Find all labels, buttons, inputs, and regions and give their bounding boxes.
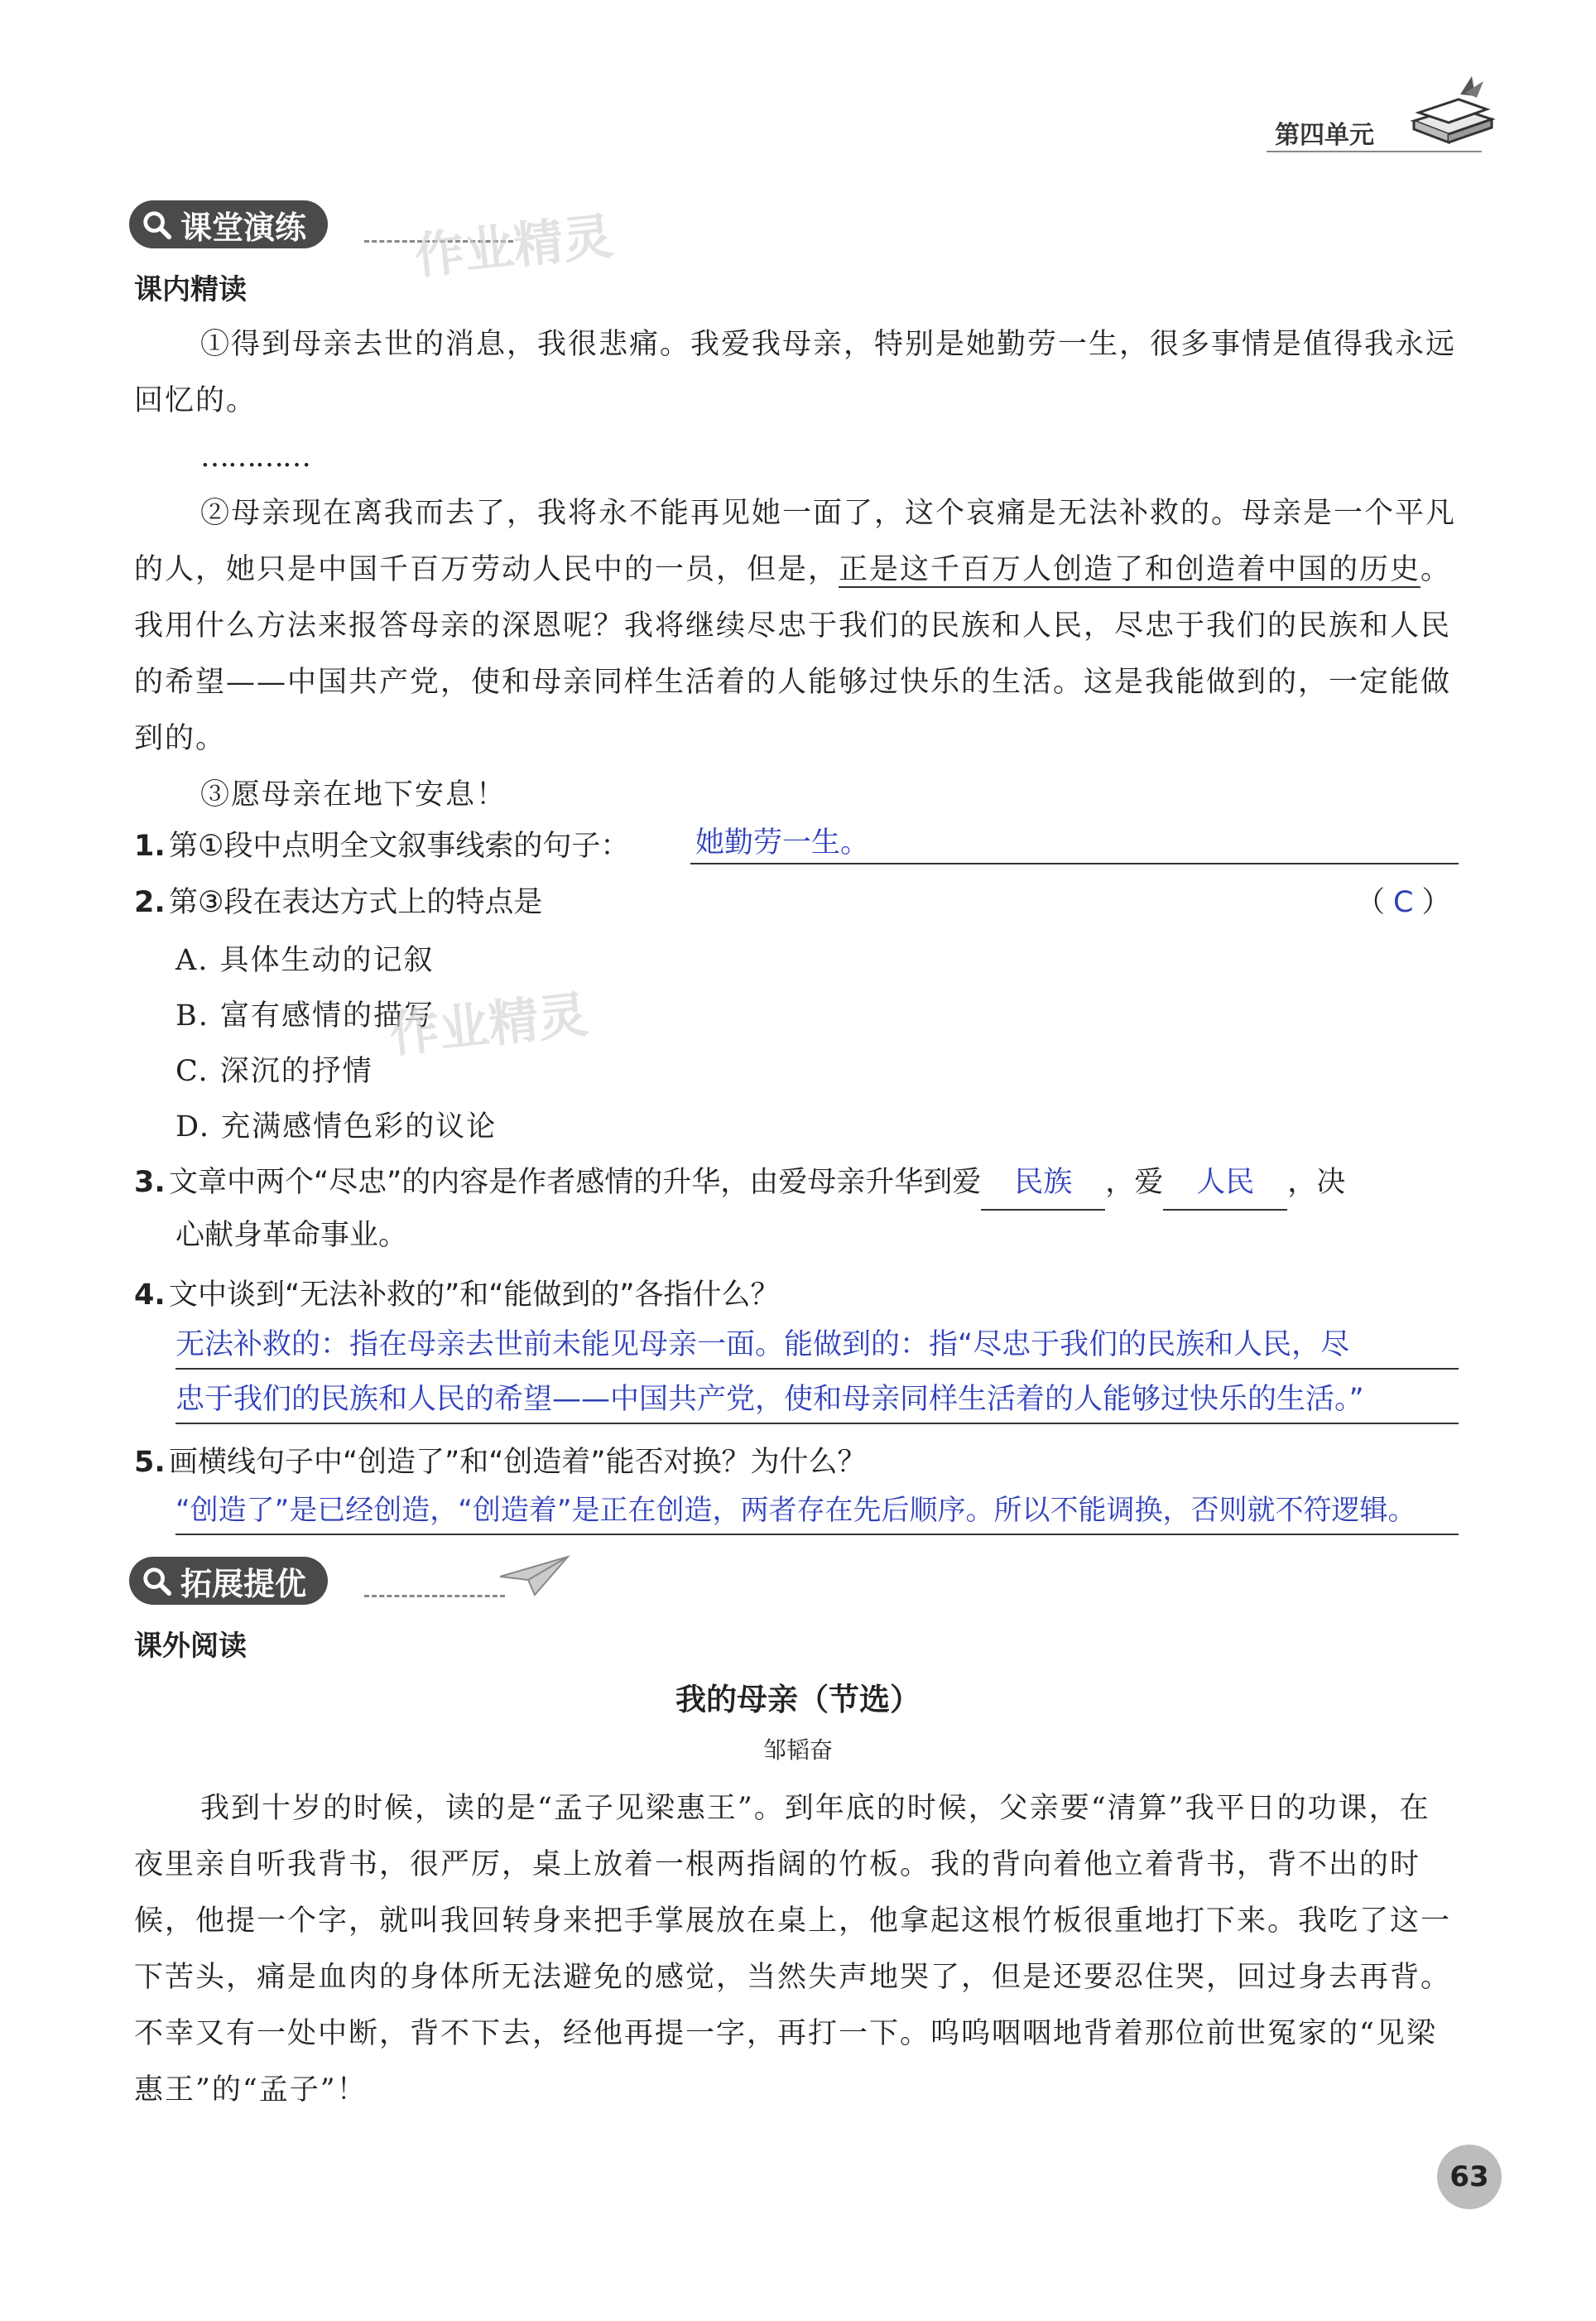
question-number: 1. — [134, 830, 166, 863]
book-stack-icon — [1407, 71, 1498, 146]
question-number: 2. — [134, 886, 166, 919]
subhead-extra-reading: 课外阅读 — [134, 1630, 247, 1663]
section-banner-practice — [129, 200, 328, 248]
question-5 — [134, 1436, 1459, 1489]
q4-answer-line-2: 忠于我们的民族和人民的希望——中国共产党，使和母亲同样生活着的人能够过快乐的生活。” — [175, 1376, 1459, 1424]
question-3 — [134, 1156, 1459, 1211]
underlined-sentence: 正是这千百万人创造了和创造着中国的历史 — [839, 553, 1421, 586]
magnifier-icon — [141, 209, 172, 240]
paragraph-1: ①得到母亲去世的消息，我很悲痛。我爱我母亲，特别是她勤劳一生，很多事情是值得我永远回忆的。 — [134, 328, 1457, 417]
paragraph-2 — [134, 485, 1459, 767]
q1-answer: 她勤劳一生。 — [695, 826, 870, 860]
paragraph-2-part-a: ②母亲现在离我而去了，我将永不能再见她一面了，这个哀痛是无法补救的。母亲是一个平凡的人，她只是中国千百万劳动人民中的一员，但是， — [134, 497, 1457, 586]
paren-open: （ — [1356, 886, 1386, 919]
unit-label: 第四单元 — [1275, 121, 1374, 150]
paper-plane-icon — [497, 1552, 571, 1601]
question-text: 第①段中点明全文叙事线索的句子： — [169, 830, 630, 863]
header-rule — [1267, 151, 1482, 152]
q2-option-a: A. 具体生动的记叙 — [175, 944, 435, 977]
section-banner-label: 拓展提优 — [180, 1565, 307, 1602]
q3-blank-1: 民族 — [981, 1156, 1105, 1211]
question-3-cont: 心献身革命事业。 — [175, 1219, 408, 1252]
passage-in-class — [134, 316, 1459, 823]
question-2 — [134, 876, 1459, 929]
article-title: 我的母亲（节选） — [675, 1682, 921, 1717]
q2-option-c: C. 深沉的抒情 — [175, 1055, 373, 1088]
q2-answer: C — [1393, 886, 1414, 919]
page-number: 63 — [1437, 2145, 1502, 2209]
q3-blank-2: 人民 — [1163, 1156, 1287, 1211]
q2-option-b: B. 富有感情的描写 — [175, 999, 435, 1033]
question-number: 5. — [134, 1446, 166, 1479]
paragraph-2-part-b: 。我用什么方法来报答母亲的深恩呢？我将继续尽忠于我们的民族和人民，尽忠于我们的民族和人民的希望——中国共产党，使和母亲同样生活着的人能够过快乐的生活。这是我能做到的，一定能做到的。 — [134, 553, 1452, 755]
question-4 — [134, 1269, 1459, 1322]
q4-answer-line-1: 无法补救的：指在母亲去世前未能见母亲一面。能做到的：指“尽忠于我们的民族和人民，尽 — [175, 1322, 1459, 1370]
q2-answer-bracket — [1356, 876, 1450, 929]
article-author: 邹韬奋 — [762, 1736, 833, 1764]
paragraph-3: ③愿母亲在地下安息！ — [200, 778, 507, 811]
subhead-in-class-reading: 课内精读 — [134, 273, 247, 306]
question-number: 4. — [134, 1278, 166, 1312]
section-banner-label: 课堂演练 — [180, 209, 307, 246]
q2-option-d: D. 充满感情色彩的议论 — [175, 1110, 498, 1144]
question-text: 文中谈到“无法补救的”和“能做到的”各指什么？ — [169, 1278, 780, 1312]
question-text: 第③段在表达方式上的特点是 — [169, 886, 543, 919]
banner-dash-line — [364, 1595, 505, 1597]
question-text-b: ，爱 — [1105, 1166, 1164, 1199]
watermark: 作业精灵 — [411, 207, 616, 287]
question-text-c: ，决 — [1287, 1166, 1346, 1199]
question-text-a: 文章中两个“尽忠”的内容是作者感情的升华，由爱母亲升华到爱 — [169, 1166, 982, 1199]
paren-close: ） — [1421, 886, 1451, 919]
magnifier-icon — [141, 1565, 172, 1596]
q1-answer-line — [690, 863, 1459, 864]
section-banner-extension — [129, 1557, 328, 1605]
watermark-2: 作业精灵 — [387, 985, 591, 1065]
paragraph-ellipsis: ………… — [200, 441, 310, 474]
question-text: 画横线句子中“创造了”和“创造着”能否对换？为什么？ — [169, 1446, 867, 1479]
q5-answer: “创造了”是已经创造，“创造着”是正在创造，两者存在先后顺序。所以不能调换，否则就不符逻辑。 — [175, 1487, 1459, 1535]
article-body: 我到十岁的时候，读的是“孟子见梁惠王”。到年底的时候，父亲要“清算”我平日的功课，在夜里亲自听我背书，很严厉，桌上放着一根两指阔的竹板。我的背向着他立着背书，背不出的时候，他提一个字，就叫我回转身来把手掌展放在桌上，他拿起这根竹板很重地打下来。我吃了这一下苦头，痛是血肉的身体所无法避免的感觉，当然失声地哭了，但是还要忍住哭，回过身去再背。不幸又有一处中断，背不下去，经他再提一字，再打一下。呜呜咽咽地背着那位前世冤家的“见梁惠王”的“孟子”！ — [134, 1792, 1452, 2107]
question-number: 3. — [134, 1166, 166, 1199]
